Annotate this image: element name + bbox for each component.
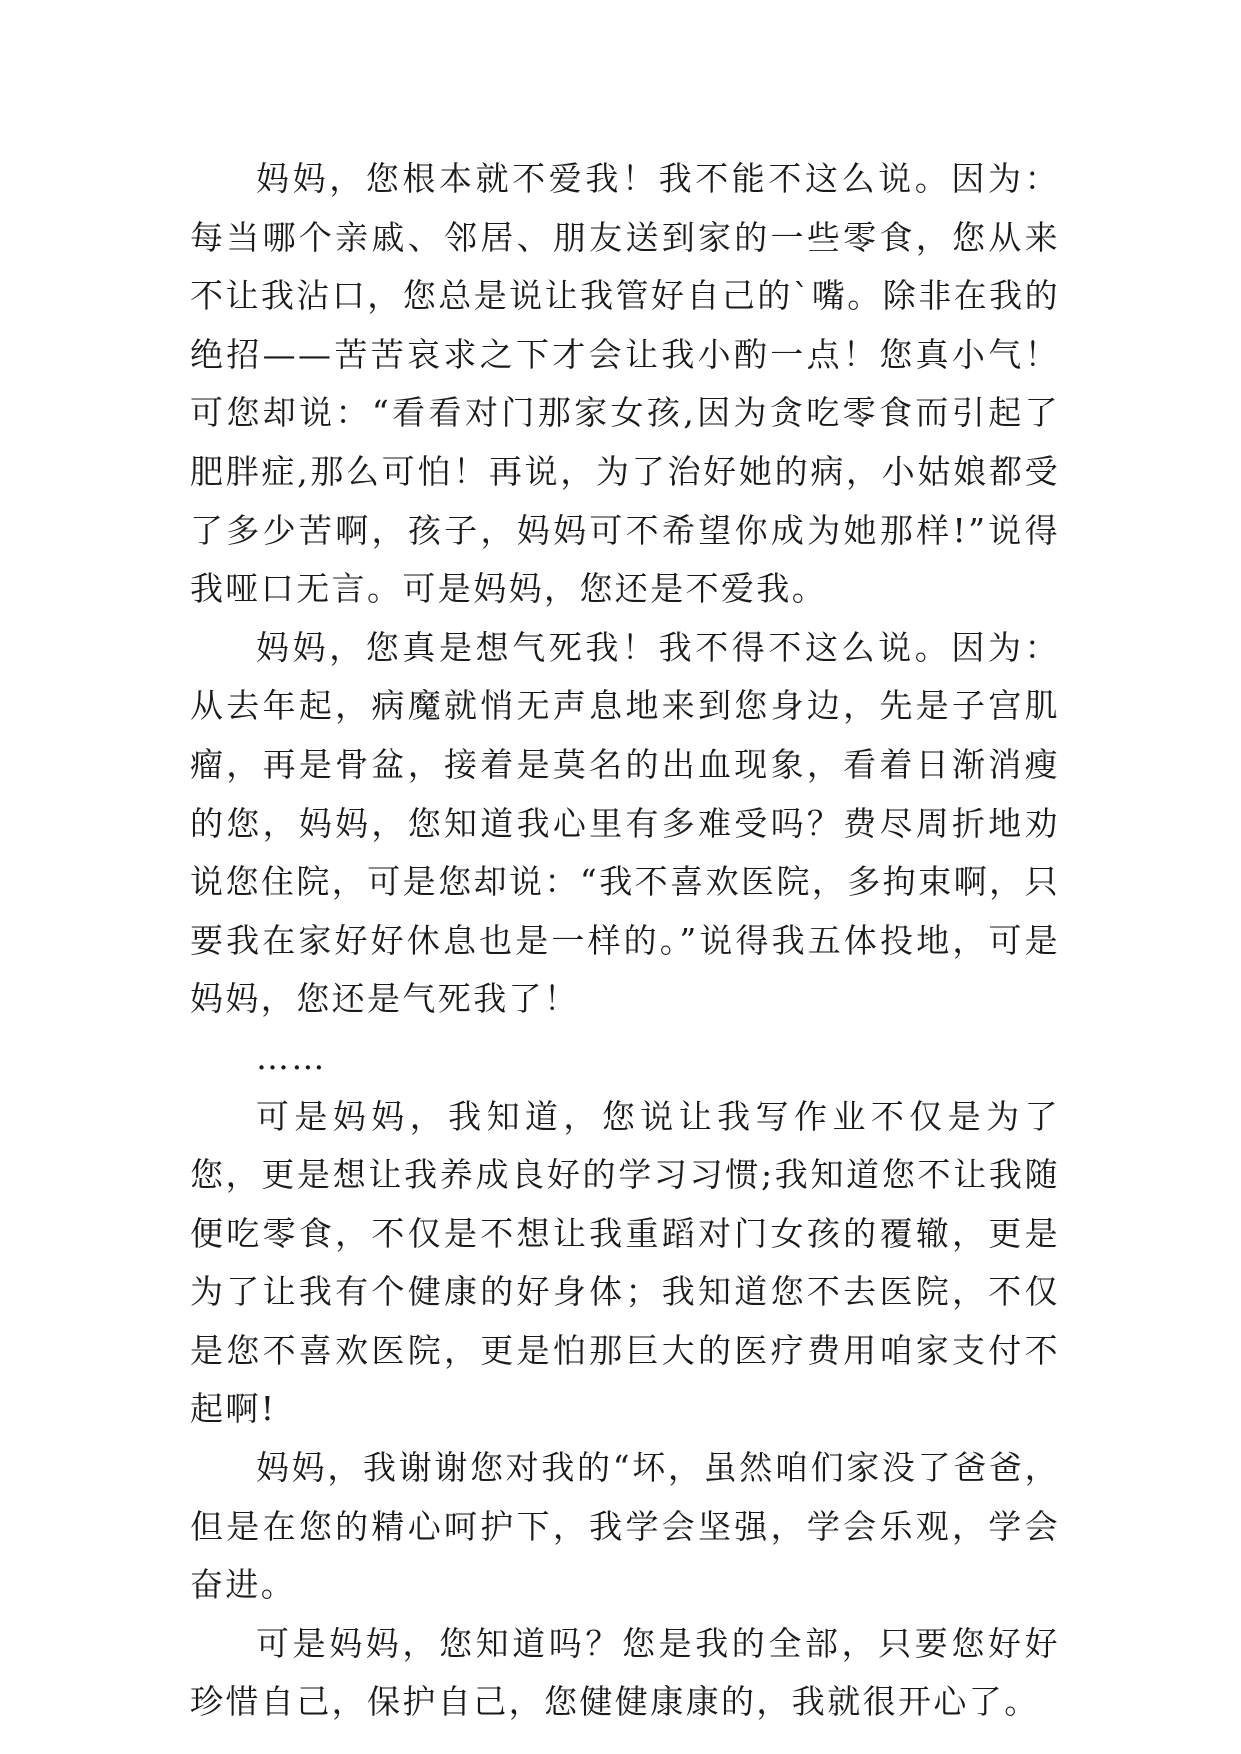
ellipsis-paragraph: ……: [256, 1037, 327, 1077]
paragraph-2: 妈妈，您真是想气死我！我不得不这么说。因为：从去年起，病魔就悄无声息地来到您身边，先是子宫肌瘤，再是骨盆，接着是莫名的出血现象，看着日渐消瘦的您，妈妈，您知道我心里有多难受吗？费尽周折地劝说您住院，可是您却说：“我不喜欢医院，多拘束啊，只要我在家好好休息也是一样的。”说得我五体投地，可是妈妈，您还是气死我了！: [190, 627, 1060, 1019]
paragraph-3: 可是妈妈，我知道，您说让我写作业不仅是为了您，更是想让我养成良好的学习习惯;我知道您不让我随便吃零食，不仅是不想让我重蹈对门女孩的覆辙，更是为了让我有个健康的好身体；我知道您不去医院，不仅是您不喜欢医院，更是怕那巨大的医疗费用咱家支付不起啊!: [190, 1096, 1060, 1429]
paragraph-4: 妈妈，我谢谢您对我的“坏，虽然咱们家没了爸爸，但是在您的精心呵护下，我学会坚强，学会乐观，学会奋进。: [190, 1448, 1060, 1605]
paragraph-5: 可是妈妈，您知道吗？您是我的全部，只要您好好珍惜自己，保护自己，您健健康康的，我就很开心了。: [190, 1623, 1060, 1722]
essay-body: [190, 150, 1060, 1732]
paragraph-1: 妈妈，您根本就不爱我！我不能不这么说。因为：每当哪个亲戚、邻居、朋友送到家的一些零食，您从来不让我沾口，您总是说让我管好自己的`嘴。除非在我的绝招——苦苦哀求之下才会让我小酌一点！您真小气！可您却说：“看看对门那家女孩,因为贪吃零食而引起了肥胖症,那么可怕！再说，为了治好她的病，小姑娘都受了多少苦啊，孩子，妈妈可不希望你成为她那样!”说得我哑口无言。可是妈妈，您还是不爱我。: [190, 159, 1060, 609]
